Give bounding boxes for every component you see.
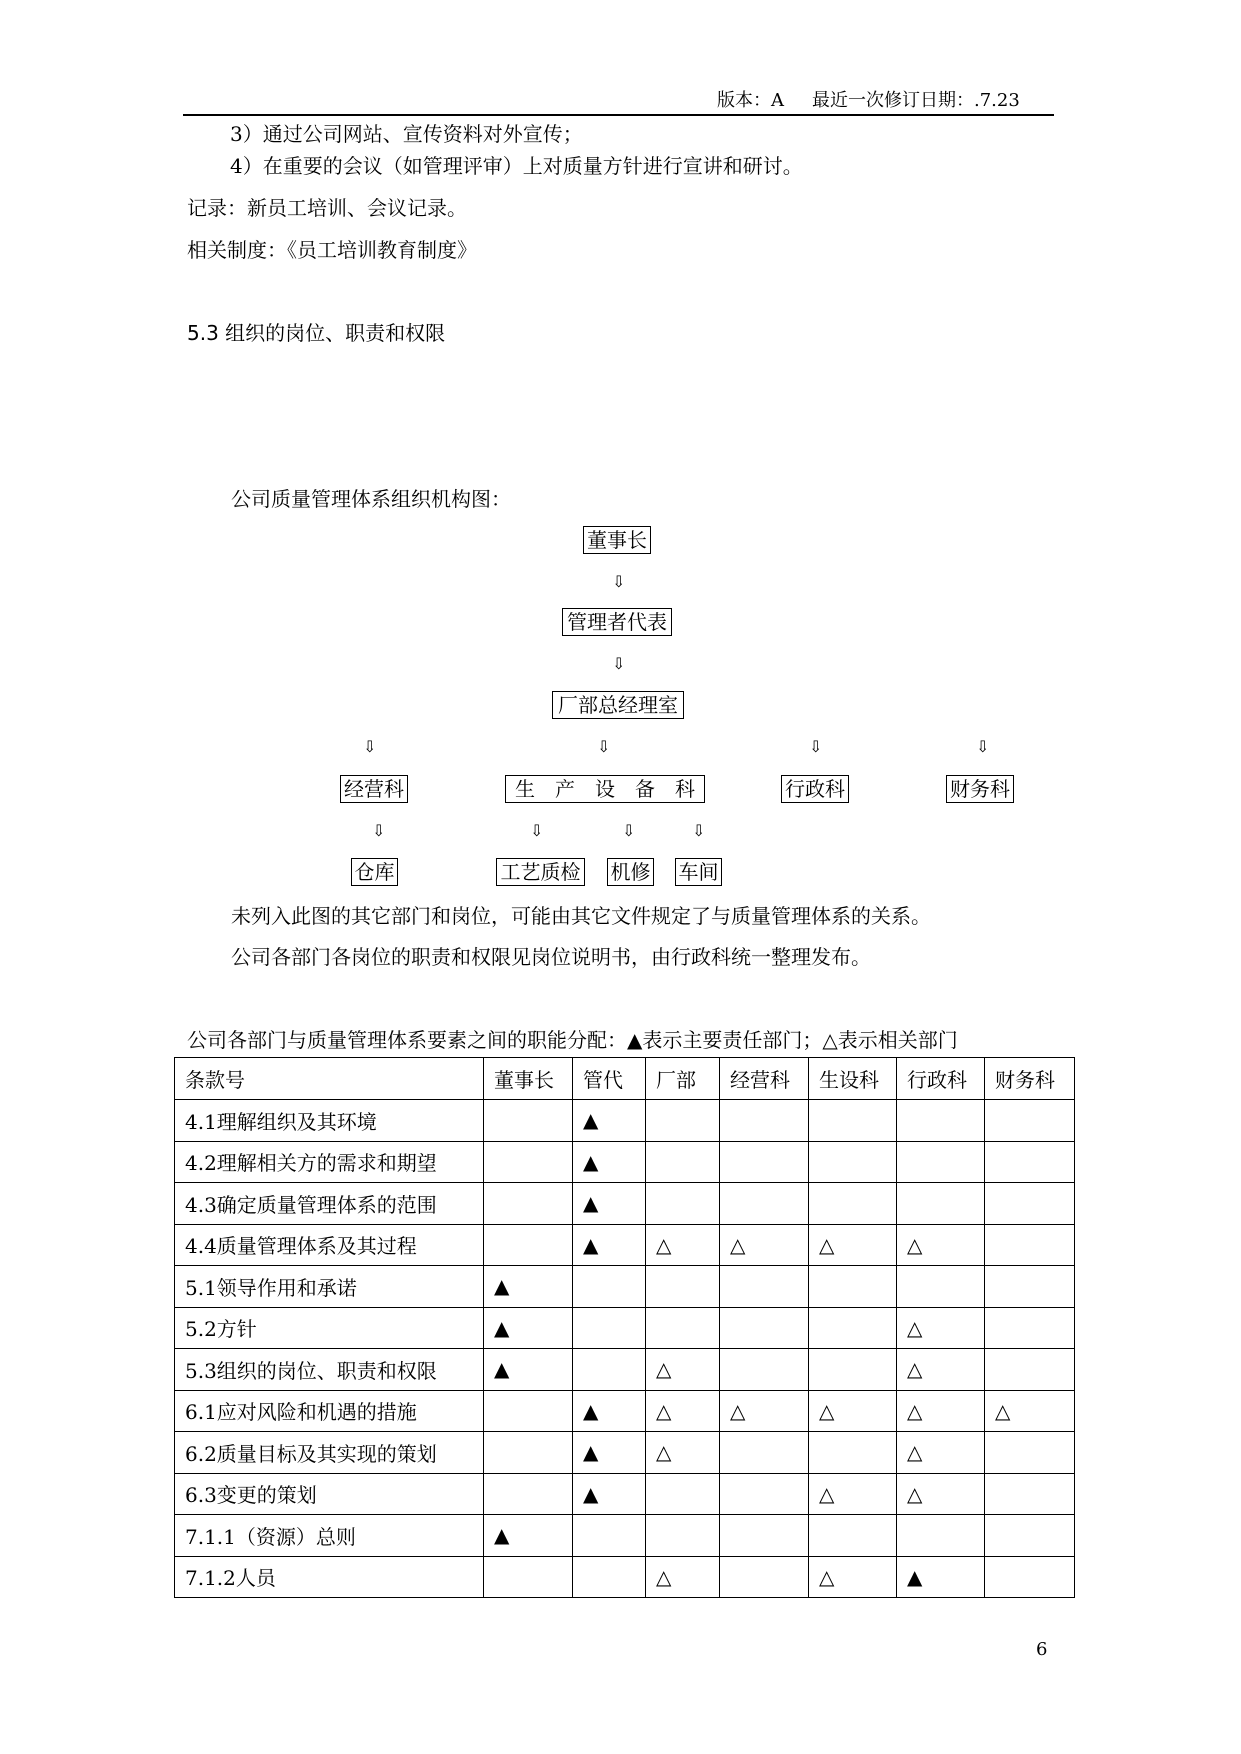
table-cell: [720, 1473, 809, 1515]
table-cell: △: [897, 1432, 985, 1474]
table-cell: [985, 1556, 1075, 1598]
table-cell: [809, 1432, 897, 1474]
table-cell: 4.2理解相关方的需求和期望: [175, 1141, 484, 1183]
table-cell: [484, 1100, 573, 1142]
table-row: [175, 1224, 1075, 1266]
table-cell: [985, 1473, 1075, 1515]
table-cell: [646, 1141, 720, 1183]
table-cell: ▲: [484, 1349, 573, 1391]
table-cell: [484, 1224, 573, 1266]
table-cell: △: [646, 1556, 720, 1598]
table-row: [175, 1141, 1075, 1183]
table-header-cell: 行政科: [897, 1058, 985, 1100]
org-node-maintenance: 机修: [607, 858, 654, 886]
table-cell: [985, 1224, 1075, 1266]
table-row: [175, 1556, 1075, 1598]
table-cell: △: [897, 1349, 985, 1391]
org-arrow: ⇩: [976, 737, 990, 756]
table-cell: ▲: [484, 1307, 573, 1349]
related-policy-line: 相关制度：《员工培训教育制度》: [187, 238, 477, 262]
table-cell: △: [897, 1224, 985, 1266]
table-header-cell: 条款号: [175, 1058, 484, 1100]
table-cell: △: [809, 1390, 897, 1432]
table-row: [175, 1100, 1075, 1142]
note-line-2: 公司各部门各岗位的职责和权限见岗位说明书，由行政科统一整理发布。: [231, 945, 871, 969]
table-cell: △: [646, 1349, 720, 1391]
table-row: [175, 1307, 1075, 1349]
table-cell: [646, 1307, 720, 1349]
table-row: [175, 1515, 1075, 1557]
table-cell: △: [809, 1224, 897, 1266]
header-version: 版本：A: [717, 90, 784, 111]
table-cell: [573, 1307, 646, 1349]
header-rule: [183, 114, 1054, 116]
table-cell: 4.4质量管理体系及其过程: [175, 1224, 484, 1266]
table-cell: [809, 1141, 897, 1183]
records-line: 记录：新员工培训、会议记录。: [187, 196, 467, 220]
table-cell: [897, 1100, 985, 1142]
table-cell: △: [720, 1390, 809, 1432]
table-cell: [897, 1515, 985, 1557]
table-cell: [720, 1307, 809, 1349]
table-row: [175, 1183, 1075, 1225]
table-cell: ▲: [484, 1266, 573, 1308]
table-cell: [646, 1266, 720, 1308]
org-node-warehouse: 仓库: [351, 858, 398, 886]
table-cell: ▲: [897, 1556, 985, 1598]
table-cell: [484, 1141, 573, 1183]
table-cell: ▲: [573, 1183, 646, 1225]
org-chart-caption: 公司质量管理体系组织机构图：: [231, 487, 511, 511]
table-cell: [720, 1141, 809, 1183]
org-node-mgmt-rep: 管理者代表: [562, 608, 672, 636]
table-row: [175, 1390, 1075, 1432]
table-cell: ▲: [573, 1390, 646, 1432]
table-cell: 7.1.1（资源）总则: [175, 1515, 484, 1557]
org-node-process-qc: 工艺质检: [496, 858, 585, 886]
table-cell: [573, 1266, 646, 1308]
org-node-production-equipment: 生 产 设 备 科: [505, 775, 705, 803]
org-node-chairman: 董事长: [583, 526, 651, 554]
function-allocation-table: [174, 1057, 1075, 1598]
table-cell: △: [646, 1390, 720, 1432]
table-cell: △: [897, 1390, 985, 1432]
table-cell: [646, 1473, 720, 1515]
table-cell: [484, 1183, 573, 1225]
table-cell: [484, 1432, 573, 1474]
table-cell: ▲: [573, 1100, 646, 1142]
table-header-cell: 厂部: [646, 1058, 720, 1100]
org-node-operations: 经营科: [340, 775, 408, 803]
table-cell: [720, 1349, 809, 1391]
table-cell: 5.2方针: [175, 1307, 484, 1349]
table-cell: 5.3组织的岗位、职责和权限: [175, 1349, 484, 1391]
table-header-cell: 生设科: [809, 1058, 897, 1100]
table-cell: 6.3变更的策划: [175, 1473, 484, 1515]
table-caption: 公司各部门与质量管理体系要素之间的职能分配：▲表示主要责任部门；△表示相关部门: [187, 1028, 958, 1052]
table-cell: 6.2质量目标及其实现的策划: [175, 1432, 484, 1474]
table-cell: [573, 1349, 646, 1391]
table-cell: [985, 1183, 1075, 1225]
table-cell: [720, 1266, 809, 1308]
table-cell: [897, 1183, 985, 1225]
table-cell: [897, 1141, 985, 1183]
table-cell: 4.3确定质量管理体系的范围: [175, 1183, 484, 1225]
table-cell: △: [646, 1224, 720, 1266]
table-cell: [985, 1141, 1075, 1183]
table-cell: [985, 1100, 1075, 1142]
table-cell: △: [985, 1390, 1075, 1432]
table-cell: 4.1理解组织及其环境: [175, 1100, 484, 1142]
org-arrow: ⇩: [530, 821, 544, 840]
org-arrow: ⇩: [372, 821, 386, 840]
table-cell: [985, 1349, 1075, 1391]
table-cell: 5.1领导作用和承诺: [175, 1266, 484, 1308]
table-cell: [484, 1556, 573, 1598]
table-cell: △: [897, 1307, 985, 1349]
table-header-cell: 管代: [573, 1058, 646, 1100]
table-cell: [809, 1183, 897, 1225]
table-row: [175, 1266, 1075, 1308]
table-cell: [484, 1390, 573, 1432]
org-arrow: ⇩: [597, 737, 611, 756]
table-cell: [809, 1307, 897, 1349]
table-cell: [985, 1515, 1075, 1557]
table-cell: [720, 1183, 809, 1225]
org-arrow: ⇩: [612, 572, 626, 591]
table-cell: [720, 1100, 809, 1142]
org-node-workshop: 车间: [675, 858, 722, 886]
table-cell: [720, 1432, 809, 1474]
org-node-finance: 财务科: [946, 775, 1014, 803]
table-cell: △: [809, 1473, 897, 1515]
table-header-row: [175, 1058, 1075, 1100]
table-header-cell: 董事长: [484, 1058, 573, 1100]
table-cell: ▲: [573, 1141, 646, 1183]
table-cell: [646, 1515, 720, 1557]
org-arrow: ⇩: [692, 821, 706, 840]
table-cell: [646, 1100, 720, 1142]
table-row: [175, 1349, 1075, 1391]
intro-line-3: 3）通过公司网站、宣传资料对外宣传；: [230, 122, 583, 146]
table-cell: [809, 1266, 897, 1308]
table-cell: △: [646, 1432, 720, 1474]
org-node-admin: 行政科: [781, 775, 849, 803]
table-cell: [985, 1307, 1075, 1349]
note-line-1: 未列入此图的其它部门和岗位，可能由其它文件规定了与质量管理体系的关系。: [231, 904, 931, 928]
table-cell: △: [897, 1473, 985, 1515]
table-row: [175, 1432, 1075, 1474]
table-cell: [573, 1556, 646, 1598]
table-cell: [985, 1432, 1075, 1474]
table-cell: △: [809, 1556, 897, 1598]
table-row: [175, 1473, 1075, 1515]
table-cell: ▲: [573, 1473, 646, 1515]
table-cell: [809, 1100, 897, 1142]
table-cell: △: [720, 1224, 809, 1266]
section-title: 5.3 组织的岗位、职责和权限: [187, 321, 446, 345]
table-cell: ▲: [484, 1515, 573, 1557]
table-cell: 6.1应对风险和机遇的措施: [175, 1390, 484, 1432]
org-arrow: ⇩: [622, 821, 636, 840]
org-arrow: ⇩: [809, 737, 823, 756]
table-cell: ▲: [573, 1432, 646, 1474]
table-cell: [573, 1515, 646, 1557]
table-cell: [897, 1266, 985, 1308]
table-cell: ▲: [573, 1224, 646, 1266]
header-revision-date: 最近一次修订日期：.7.23: [812, 90, 1020, 111]
table-cell: [484, 1473, 573, 1515]
table-header-cell: 经营科: [720, 1058, 809, 1100]
table-cell: [809, 1515, 897, 1557]
table-cell: [646, 1183, 720, 1225]
table-cell: [720, 1515, 809, 1557]
table-header-cell: 财务科: [985, 1058, 1075, 1100]
table-cell: [720, 1556, 809, 1598]
table-cell: 7.1.2人员: [175, 1556, 484, 1598]
org-arrow: ⇩: [612, 654, 626, 673]
table-cell: [809, 1349, 897, 1391]
org-node-gm-office: 厂部总经理室: [552, 691, 684, 719]
org-arrow: ⇩: [363, 737, 377, 756]
table-cell: [985, 1266, 1075, 1308]
intro-line-4: 4）在重要的会议（如管理评审）上对质量方针进行宣讲和研讨。: [230, 154, 803, 178]
page-number: 6: [1036, 1639, 1048, 1660]
